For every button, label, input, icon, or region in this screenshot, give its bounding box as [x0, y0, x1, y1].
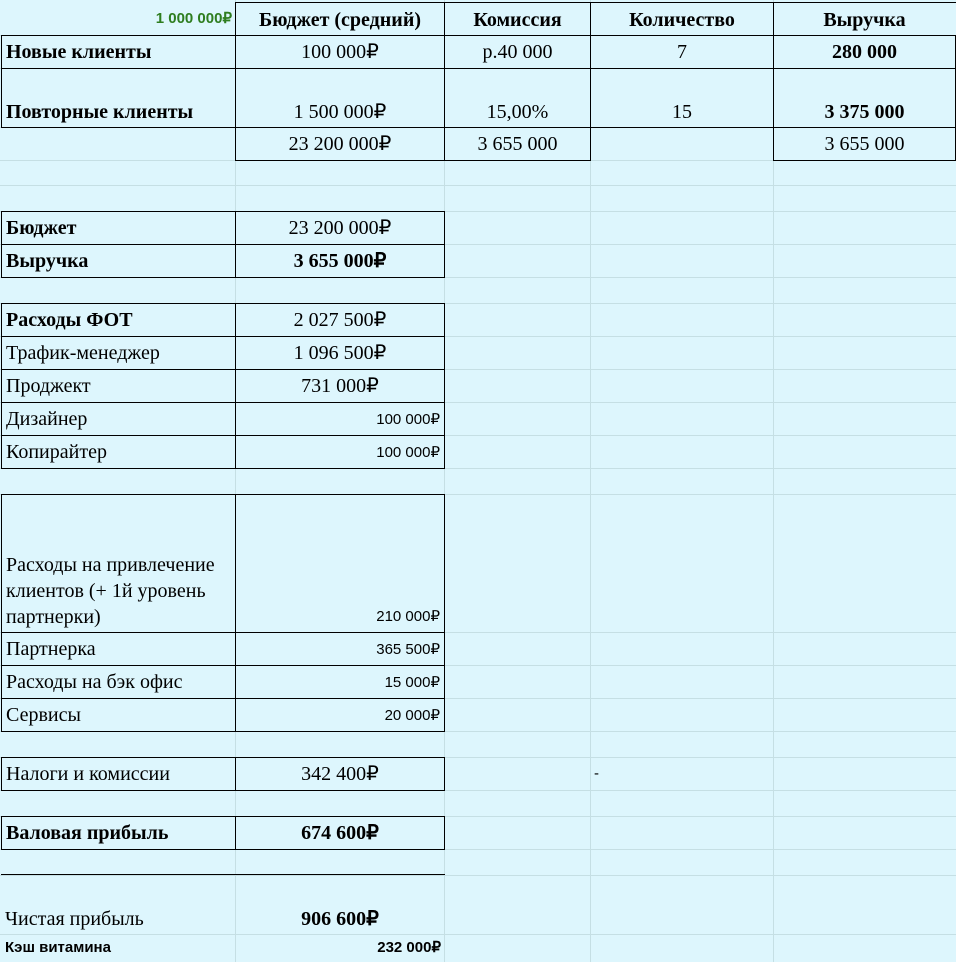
acquisition-item-label[interactable]: Партнерка	[1, 632, 236, 666]
acquisition-item-label[interactable]: Сервисы	[1, 698, 236, 732]
summary-budget-label[interactable]: Бюджет	[1, 211, 236, 245]
summary-budget-value[interactable]: 23 200 000₽	[235, 211, 445, 245]
acquisition-item-value[interactable]: 20 000₽	[235, 698, 445, 732]
corner-value-cell[interactable]: 1 000 000₽	[155, 10, 232, 27]
acquisition-item-label[interactable]: Расходы на бэк офис	[1, 665, 236, 699]
new-clients-revenue[interactable]: 280 000	[773, 35, 956, 69]
total-budget[interactable]: 23 200 000₽	[235, 127, 445, 161]
header-revenue[interactable]: Выручка	[773, 2, 956, 36]
payroll-item-label[interactable]: Копирайтер	[1, 435, 236, 469]
repeat-clients-revenue[interactable]: 3 375 000	[773, 68, 956, 128]
net-profit-value[interactable]: 906 600₽	[301, 908, 379, 930]
row-label-repeat-clients[interactable]: Повторные клиенты	[1, 68, 236, 128]
payroll-item-value[interactable]: 100 000₽	[235, 435, 445, 469]
gross-profit-value[interactable]: 674 600₽	[235, 816, 445, 850]
grid-line	[0, 185, 956, 186]
taxes-value[interactable]: 342 400₽	[235, 757, 445, 791]
summary-revenue-label[interactable]: Выручка	[1, 244, 236, 278]
header-budget[interactable]: Бюджет (средний)	[235, 2, 445, 36]
cash-value[interactable]: 232 000₽	[377, 939, 441, 956]
payroll-item-value[interactable]: 100 000₽	[235, 402, 445, 436]
acquisition-item-value[interactable]: 15 000₽	[235, 665, 445, 699]
new-clients-commission[interactable]: р.40 000	[444, 35, 591, 69]
taxes-label[interactable]: Налоги и комиссии	[1, 757, 236, 791]
gross-profit-label[interactable]: Валовая прибыль	[1, 816, 236, 850]
total-commission[interactable]: 3 655 000	[444, 127, 591, 161]
payroll-item-value[interactable]: 1 096 500₽	[235, 336, 445, 370]
repeat-clients-quantity[interactable]: 15	[590, 68, 774, 128]
payroll-item-label[interactable]: Дизайнер	[1, 402, 236, 436]
net-profit-label[interactable]: Чистая прибыль	[5, 908, 144, 930]
header-quantity[interactable]: Количество	[590, 2, 774, 36]
payroll-item-value[interactable]: 731 000₽	[235, 369, 445, 403]
acquisition-value[interactable]: 210 000₽	[235, 494, 445, 633]
summary-revenue-value[interactable]: 3 655 000₽	[235, 244, 445, 278]
taxes-note[interactable]: -	[594, 765, 599, 782]
new-clients-quantity[interactable]: 7	[590, 35, 774, 69]
total-revenue[interactable]: 3 655 000	[773, 127, 956, 161]
payroll-title-value[interactable]: 2 027 500₽	[235, 303, 445, 337]
repeat-clients-commission[interactable]: 15,00%	[444, 68, 591, 128]
acquisition-label[interactable]: Расходы на привлечение клиентов (+ 1й уровень партнерки)	[1, 494, 236, 633]
header-commission[interactable]: Комиссия	[444, 2, 591, 36]
repeat-clients-budget[interactable]: 1 500 000₽	[235, 68, 445, 128]
payroll-title[interactable]: Расходы ФОТ	[1, 303, 236, 337]
new-clients-budget[interactable]: 100 000₽	[235, 35, 445, 69]
payroll-item-label[interactable]: Проджект	[1, 369, 236, 403]
cash-label[interactable]: Кэш витамина	[5, 939, 111, 956]
payroll-item-label[interactable]: Трафик-менеджер	[1, 336, 236, 370]
row-label-new-clients[interactable]: Новые клиенты	[1, 35, 236, 69]
acquisition-item-value[interactable]: 365 500₽	[235, 632, 445, 666]
